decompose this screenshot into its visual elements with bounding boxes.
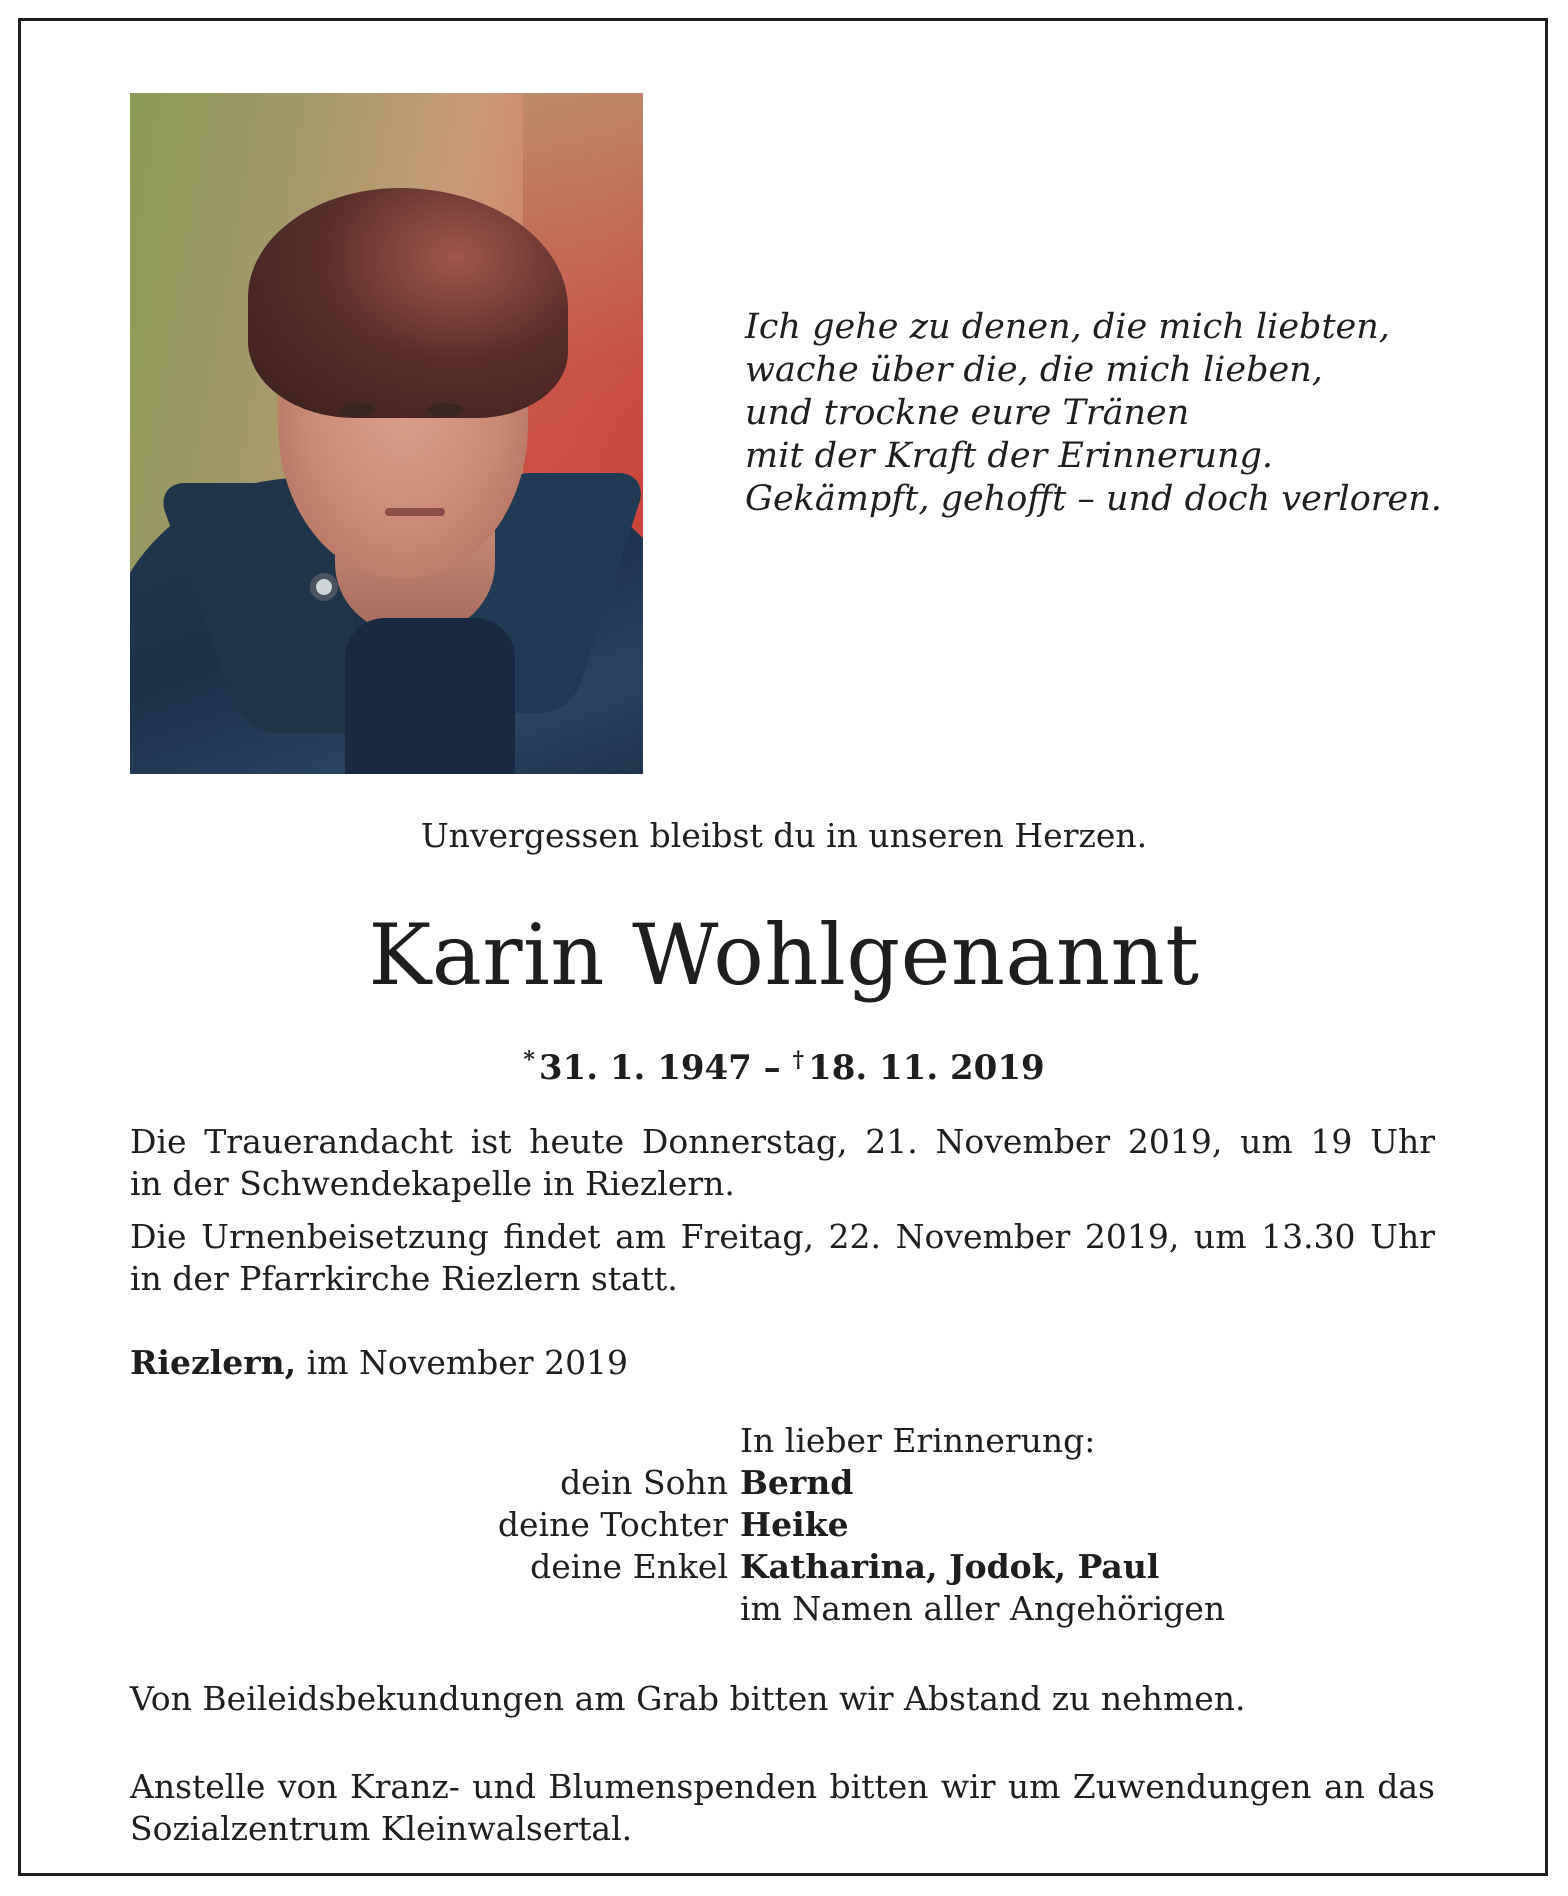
portrait-photo [130,93,643,774]
burial-line: Die Urnenbeisetzung findet am Freitag, 22. November 2019, um 13.30 Uhr [130,1217,1435,1256]
family-member [130,1546,1435,1588]
quote-line: wache über die, die mich lieben, [745,350,1323,390]
condolence-notice [130,1678,1435,1720]
donation-line: Anstelle von Kranz- und Blumenspenden bitten wir um Zuwendungen an das [130,1767,1435,1806]
quote-line: und trockne eure Tränen [745,393,1190,433]
family-member [130,1462,1435,1504]
family-heading-row [130,1420,1435,1462]
death-symbol: † [792,1047,805,1073]
place-date-text: im November 2019 [306,1343,629,1382]
donation-line: Sozialzentrum Kleinwalsertal. [130,1809,633,1848]
family-list [130,1420,1435,1630]
date-separator: – [763,1048,781,1088]
place-town: Riezlern, [130,1343,297,1382]
death-date: 18. 11. 2019 [808,1048,1045,1088]
family-closing: im Namen aller Angehörigen [740,1589,1226,1628]
family-heading: In lieber Erinnerung: [740,1421,1096,1460]
burial-line: in der Pfarrkirche Riezlern statt. [130,1259,678,1298]
donation-notice [130,1766,1435,1850]
service-line: in der Schwendekapelle in Riezlern. [130,1164,735,1203]
quote-line: mit der Kraft der Erinnerung. [745,436,1274,476]
family-names: Bernd [740,1463,854,1502]
family-relation: deine Enkel [530,1547,728,1586]
quote-line: Ich gehe zu denen, die mich liebten, [745,307,1390,347]
memorial-quote [745,306,1442,521]
deceased-name: Karin Wohlgenannt [368,906,1200,1004]
birth-symbol: * [523,1047,535,1073]
family-relation: deine Tochter [497,1505,728,1544]
place-date [130,1342,1435,1384]
family-names: Katharina, Jodok, Paul [740,1547,1160,1586]
family-names: Heike [740,1505,849,1544]
family-member [130,1504,1435,1546]
life-dates [0,1039,1568,1089]
quote-line: Gekämpft, gehofft – und doch verloren. [745,479,1442,519]
family-closing-row [130,1588,1435,1630]
family-relation: dein Sohn [560,1463,728,1502]
condolence-text: Von Beileidsbekundungen am Grab bitten wir Abstand zu nehmen. [130,1679,1246,1718]
service-info [130,1121,1435,1205]
burial-info [130,1216,1435,1300]
birth-date: 31. 1. 1947 [538,1048,752,1088]
service-line: Die Trauerandacht ist heute Donnerstag, 21. November 2019, um 19 Uhr [130,1122,1435,1161]
motto: Unvergessen bleibst du in unseren Herzen. [420,816,1148,855]
